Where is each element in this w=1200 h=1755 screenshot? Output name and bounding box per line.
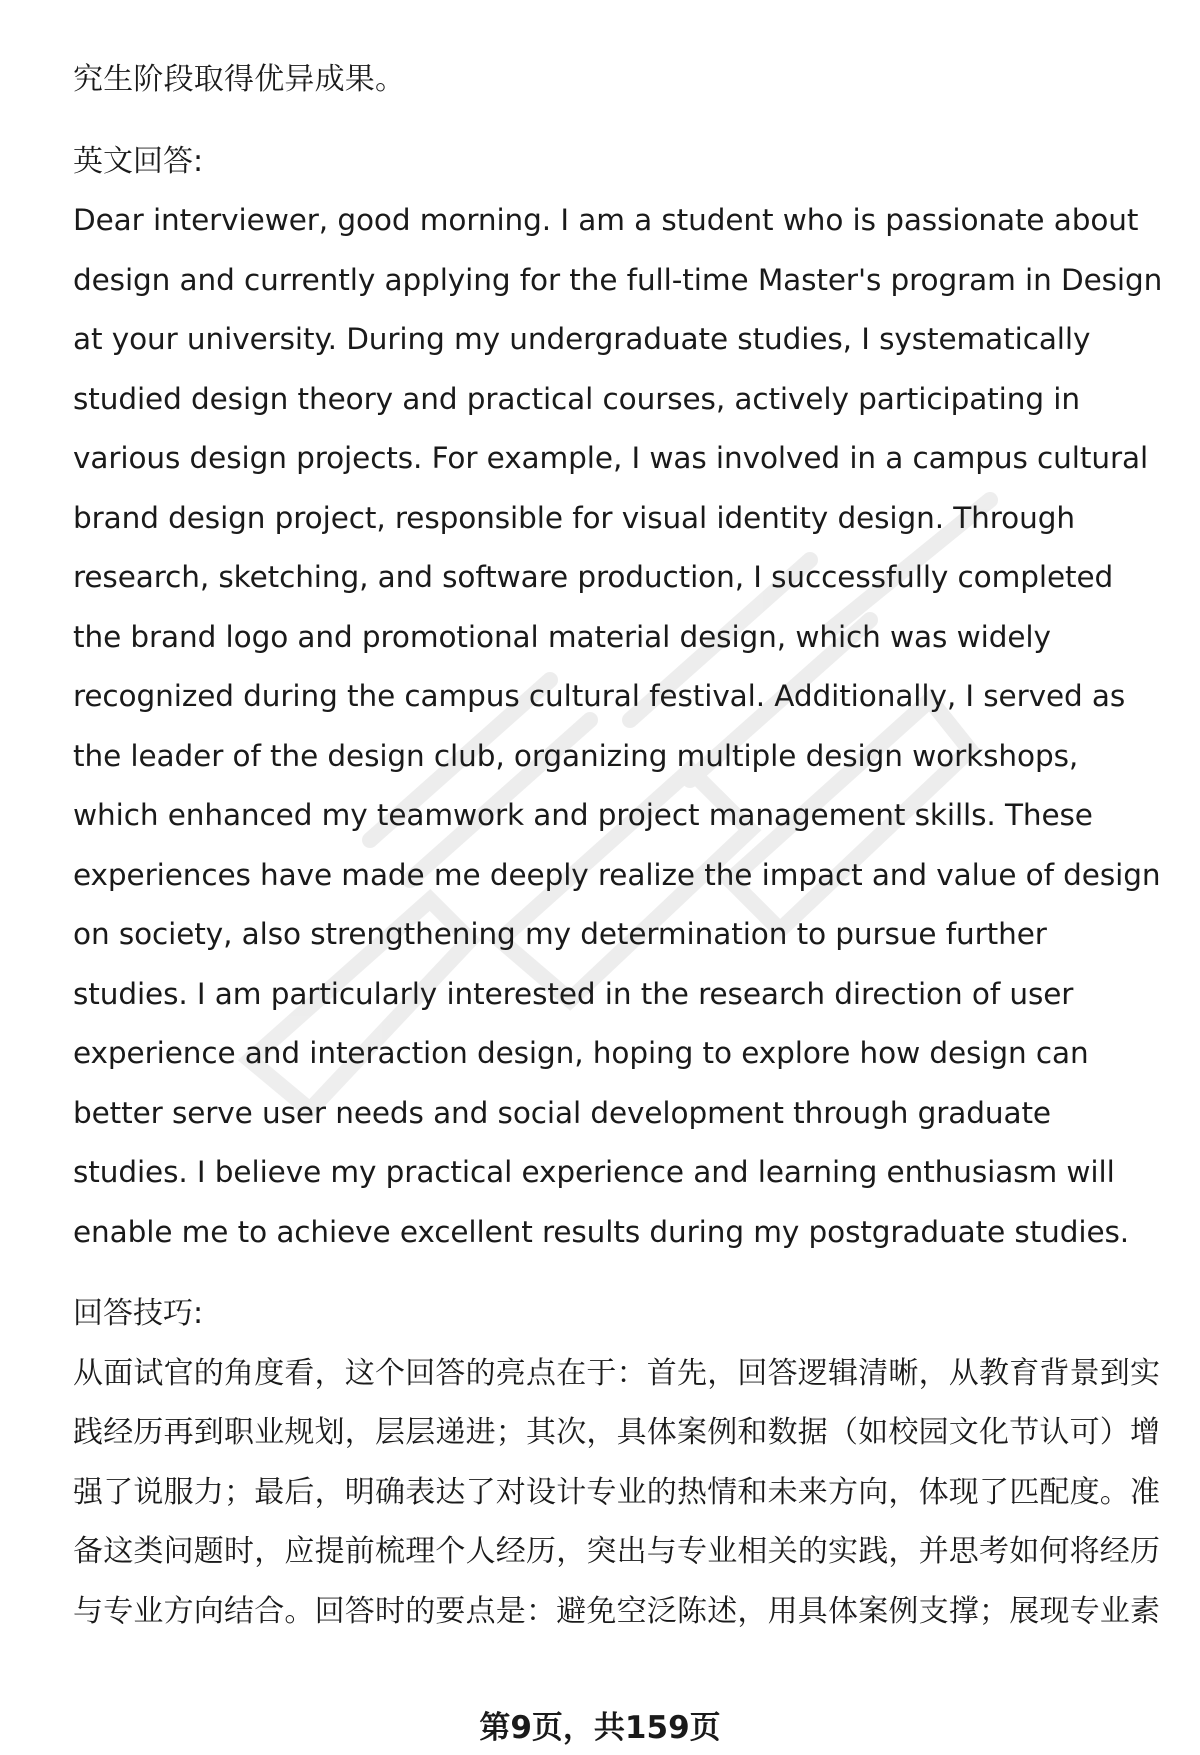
tips-heading: 回答技巧: bbox=[73, 1296, 204, 1331]
spacer bbox=[73, 1262, 1163, 1284]
tips-text: 从面试官的角度看，这个回答的亮点在于：首先，回答逻辑清晰，从教育背景到实践经历再到职业规划，层层递进；其次，具体案例和数据（如校园文化节认可）增强了说服力；最后，明确表达了对设计专业的热情和未来方向，体现了匹配度。准备这类问题时，应提前梳理个人经历，突出与专业相关的实践，并思考如何将经历与专业方向结合。回答时的要点是：避免空泛陈述，用具体案例支撑；展现专业素 bbox=[73, 1355, 1161, 1629]
document-body bbox=[73, 50, 1163, 1641]
english-answer-text: Dear interviewer, good morning. I am a student who is passionate about design and currently applying for the full-time Master's program in Design at your university. During my undergraduate studies, I systematically studied design theory and practical courses, actively participating in various design projects. For example, I was involved in a campus cultural brand design project, responsible for visual identity design. Through research, sketching, and software production, I successfully completed the brand logo and promotional material design, which was widely recognized during the campus cultural festival. Additionally, I served as the leader of the design club, organizing multiple design workshops, which enhanced my teamwork and project management skills. These experiences have made me deeply realize the impact and value of design on society, also strengthening my determination to pursue further studies. I am particularly interested in the research direction of user experience and interaction design, hoping to explore how design can better serve user needs and social development through graduate studies. I believe my practical experience and learning enthusiasm will enable me to achieve excellent results during my postgraduate studies. bbox=[73, 203, 1163, 1249]
page-number: 第9页，共159页 bbox=[479, 1710, 721, 1746]
intro-tail-text: 究生阶段取得优异成果。 bbox=[73, 62, 406, 97]
english-answer-heading: 英文回答: bbox=[73, 143, 204, 179]
spacer bbox=[73, 110, 1163, 132]
